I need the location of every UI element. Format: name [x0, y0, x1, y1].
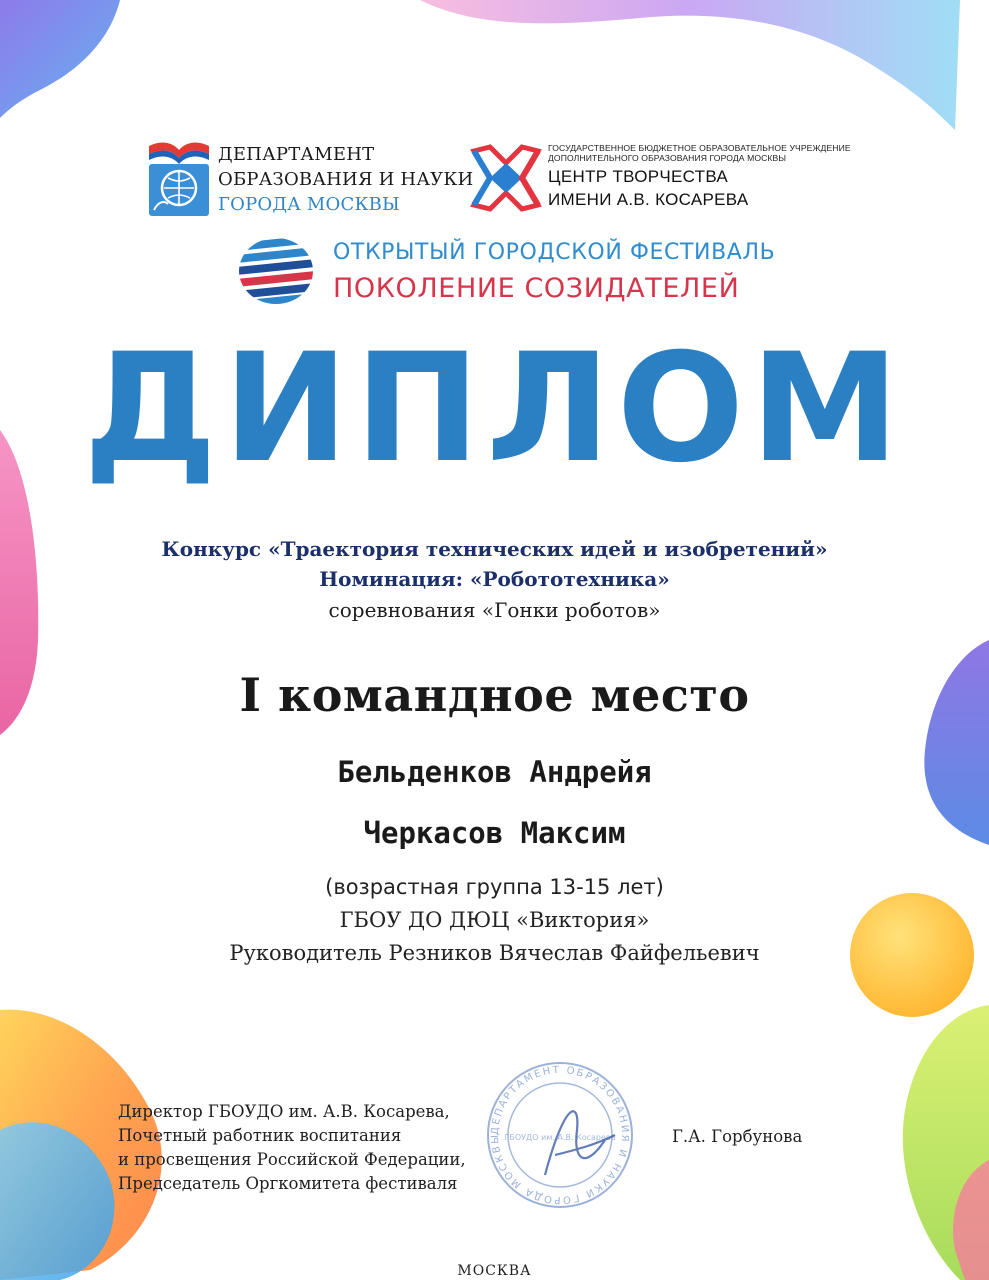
age-group: (возрастная группа 13-15 лет) — [325, 875, 664, 899]
signatory-name: Г.А. Горбунова — [672, 1127, 803, 1146]
department-line3: ГОРОДА МОСКВЫ — [218, 194, 400, 215]
official-stamp-icon — [485, 1060, 635, 1210]
award-place: I командное место — [239, 668, 750, 722]
creativity-center-logo-icon — [470, 143, 542, 213]
department-line1: ДЕПАРТАМЕНТ — [218, 144, 375, 165]
participant-name-1: Бельденков Андрейя — [337, 755, 652, 789]
center-name-line1: ЦЕНТР ТВОРЧЕСТВА — [548, 167, 729, 186]
signatory-line4: Председатель Оргкомитета фестиваля — [118, 1174, 458, 1193]
signature-scribble — [545, 1111, 615, 1175]
participant-name-2: Черкасов Максим — [363, 816, 626, 850]
center-small-line1: ГОСУДАРСТВЕННОЕ БЮДЖЕТНОЕ ОБРАЗОВАТЕЛЬНОЕ УЧРЕЖДЕНИЕ — [548, 143, 851, 153]
contest-name: Конкурс «Траектория технических идей и изобретений» — [161, 537, 828, 561]
signatory-title — [118, 1100, 466, 1196]
center-name — [548, 165, 748, 211]
team-leader: Руководитель Резников Вячеслав Файфельевич — [229, 941, 760, 965]
center-small-line2: ДОПОЛНИТЕЛЬНОГО ОБРАЗОВАНИЯ ГОРОДА МОСКВЫ — [548, 153, 787, 163]
festival-title-line1: ОТКРЫТЫЙ ГОРОДСКОЙ ФЕСТИВАЛЬ — [333, 240, 776, 265]
diploma-title: ДИПЛОМ — [83, 322, 906, 496]
school-name: ГБОУ ДО ДЮЦ «Виктория» — [339, 908, 650, 932]
festival-logo-icon — [237, 235, 315, 307]
center-legal-name — [548, 143, 858, 163]
center-name-line2: ИМЕНИ А.В. КОСАРЕВА — [548, 190, 749, 209]
festival-title-line2: ПОКОЛЕНИЕ СОЗИДАТЕЛЕЙ — [333, 273, 740, 304]
stamp-inner-text: ГБОУДО им. А.В. Косарева — [504, 1133, 616, 1142]
competition-name: соревнования «Гонки роботов» — [328, 598, 661, 622]
signatory-line2: Почетный работник воспитания — [118, 1126, 402, 1145]
department-line2: ОБРАЗОВАНИЯ И НАУКИ — [218, 169, 474, 190]
city-name: МОСКВА — [457, 1263, 532, 1279]
signatory-line1: Директор ГБОУДО им. А.В. Косарева, — [118, 1102, 450, 1121]
nomination-name: Номинация: «Робототехника» — [319, 567, 670, 591]
department-name — [218, 142, 473, 217]
stamp-outer-text: ДЕПАРТАМЕНТ ОБРАЗОВАНИЯ И НАУКИ ГОРОДА МОСКВЫ — [489, 1064, 631, 1206]
department-emblem-icon — [146, 140, 212, 218]
signatory-line3: и просвещения Российской Федерации, — [118, 1150, 466, 1169]
